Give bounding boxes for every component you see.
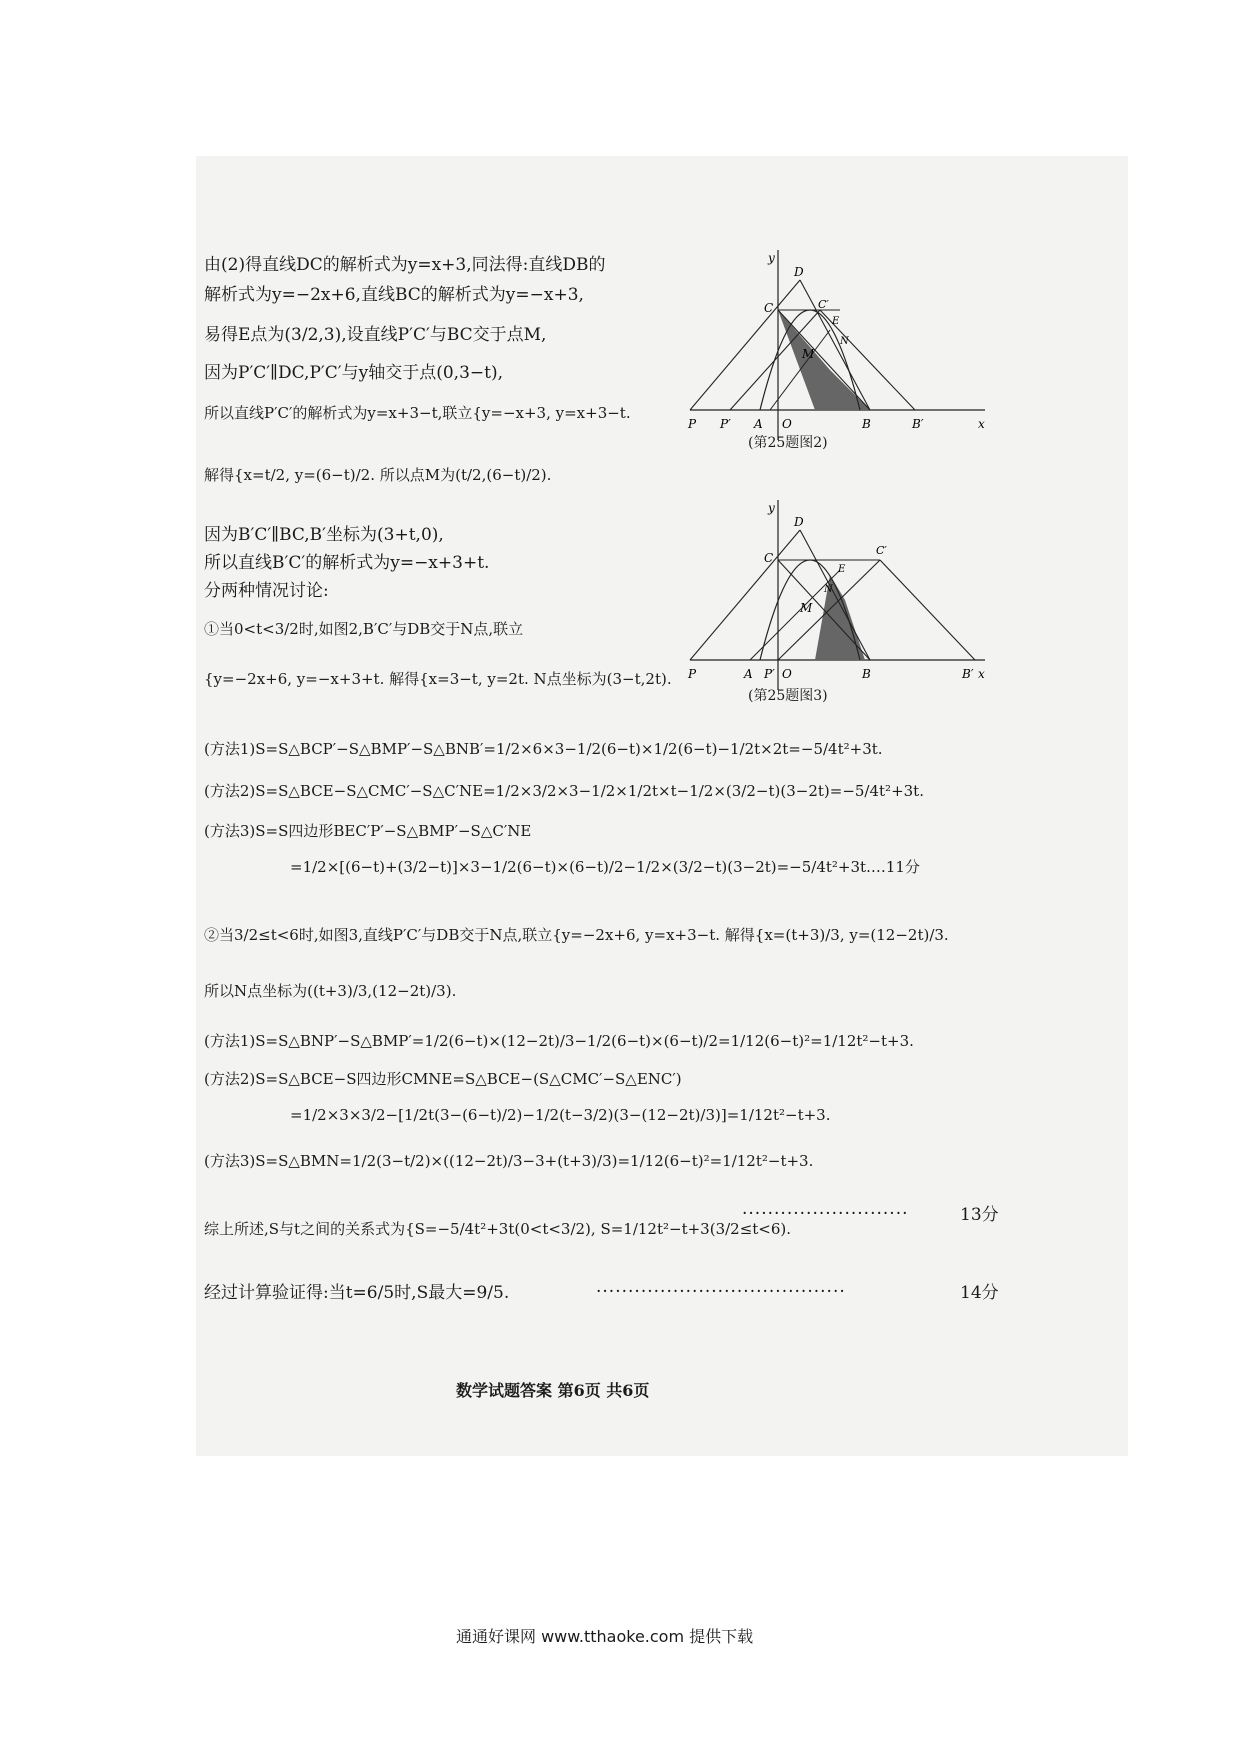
score-13: 13分 xyxy=(960,1205,999,1225)
svg-text:A: A xyxy=(744,667,753,681)
svg-text:N: N xyxy=(824,584,833,595)
method3-case1: (方法3)S=S四边形BEC′P′−S△BMP′−S△C′NE xyxy=(204,822,532,840)
svg-text:E: E xyxy=(838,564,846,575)
case2-point-n: 所以N点坐标为((t+3)/3,(12−2t)/3). xyxy=(204,982,457,1000)
solution-line-2: 解析式为y=−2x+6,直线BC的解析式为y=−x+3, xyxy=(204,285,584,305)
svg-text:C: C xyxy=(764,551,774,565)
solution-line-9: 分两种情况讨论: xyxy=(204,581,329,601)
solution-line-4: 因为P′C′∥DC,P′C′与y轴交于点(0,3−t), xyxy=(204,363,504,383)
svg-text:A: A xyxy=(754,417,763,431)
svg-text:x: x xyxy=(978,667,985,681)
svg-text:C′: C′ xyxy=(818,298,829,311)
figure-3-caption: (第25题图3) xyxy=(748,688,828,704)
solution-line-11: {y=−2x+6, y=−x+3+t. 解得{x=3−t, y=2t. N点坐标为(3−t,2t). xyxy=(204,670,672,688)
svg-text:P′: P′ xyxy=(764,667,775,681)
solution-line-1: 由(2)得直线DC的解析式为y=x+3,同法得:直线DB的 xyxy=(204,255,606,275)
method1-case1: (方法1)S=S△BCP′−S△BMP′−S△BNB′=1/2×6×3−1/2(6−t)×1/2(6−t)−1/2t×2t=−5/4t²+3t. xyxy=(204,740,883,758)
solution-line-6: 解得{x=t/2, y=(6−t)/2. 所以点M为(t/2,(6−t)/2). xyxy=(204,466,552,484)
svg-text:C′: C′ xyxy=(876,544,887,557)
method1-case2: (方法1)S=S△BNP′−S△BMP′=1/2(6−t)×(12−2t)/3−1/2(6−t)×(6−t)/2=1/12(6−t)²=1/12t²−t+3. xyxy=(204,1032,914,1050)
svg-text:y: y xyxy=(768,501,775,515)
bottom-credit: 通通好课网 www.tthaoke.com 提供下载 xyxy=(456,1627,754,1646)
svg-text:P: P xyxy=(688,667,697,681)
svg-text:M: M xyxy=(802,347,815,361)
solution-line-10: ①当0<t<3/2时,如图2,B′C′与DB交于N点,联立 xyxy=(204,620,524,638)
method2-case2: (方法2)S=S△BCE−S四边形CMNE=S△BCE−(S△CMC′−S△ENC′) xyxy=(204,1070,682,1088)
solution-line-8: 所以直线B′C′的解析式为y=−x+3+t. xyxy=(204,553,490,573)
svg-text:M: M xyxy=(800,601,813,615)
svg-text:x: x xyxy=(978,417,985,431)
solution-line-3: 易得E点为(3/2,3),设直线P′C′与BC交于点M, xyxy=(204,325,547,345)
svg-text:B: B xyxy=(862,417,871,431)
svg-text:B′: B′ xyxy=(962,667,974,681)
svg-text:C: C xyxy=(764,301,774,315)
svg-text:P′: P′ xyxy=(720,417,731,431)
svg-text:P: P xyxy=(688,417,697,431)
svg-text:D: D xyxy=(794,265,804,279)
method2-case2-cont: =1/2×3×3/2−[1/2t(3−(6−t)/2)−1/2(t−3/2)(3−(12−2t)/3)]=1/12t²−t+3. xyxy=(290,1106,831,1124)
figure-2-caption: (第25题图2) xyxy=(748,435,828,451)
method3-case1-cont: =1/2×[(6−t)+(3/2−t)]×3−1/2(6−t)×(6−t)/2−1/2×(3/2−t)(3−2t)=−5/4t²+3t.…11分 xyxy=(290,858,920,876)
dot-leader-14: ······································· xyxy=(596,1282,846,1302)
method2-case1: (方法2)S=S△BCE−S△CMC′−S△C′NE=1/2×3/2×3−1/2×1/2t×t−1/2×(3/2−t)(3−2t)=−5/4t²+3t. xyxy=(204,782,924,800)
figure-25-2 xyxy=(690,250,990,450)
svg-text:N: N xyxy=(840,336,849,347)
figure-25-3 xyxy=(690,500,990,695)
conclusion-line: 经过计算验证得:当t=6/5时,S最大=9/5. xyxy=(204,1283,510,1303)
svg-text:O: O xyxy=(782,417,792,431)
summary-line: 综上所述,S与t之间的关系式为{S=−5/4t²+3t(0<t<3/2), S=1/12t²−t+3(3/2≤t<6). xyxy=(204,1220,792,1238)
svg-text:D: D xyxy=(794,515,804,529)
case2-intro: ②当3/2≤t<6时,如图3,直线P′C′与DB交于N点,联立{y=−2x+6, y=x+3−t. 解得{x=(t+3)/3, y=(12−2t)/3. xyxy=(204,926,949,944)
score-14: 14分 xyxy=(960,1283,999,1303)
svg-text:B′: B′ xyxy=(912,417,924,431)
svg-text:E: E xyxy=(832,316,840,327)
solution-line-5: 所以直线P′C′的解析式为y=x+3−t,联立{y=−x+3, y=x+3−t. xyxy=(204,404,631,422)
dot-leader-13: ·························· xyxy=(742,1204,909,1224)
method3-case2: (方法3)S=S△BMN=1/2(3−t/2)×((12−2t)/3−3+(t+3)/3)=1/12(6−t)²=1/12t²−t+3. xyxy=(204,1152,814,1170)
svg-text:O: O xyxy=(782,667,792,681)
solution-line-7: 因为B′C′∥BC,B′坐标为(3+t,0), xyxy=(204,525,444,545)
svg-text:y: y xyxy=(768,251,775,265)
svg-text:B: B xyxy=(862,667,871,681)
page-footer: 数学试题答案 第6页 共6页 xyxy=(456,1381,650,1400)
